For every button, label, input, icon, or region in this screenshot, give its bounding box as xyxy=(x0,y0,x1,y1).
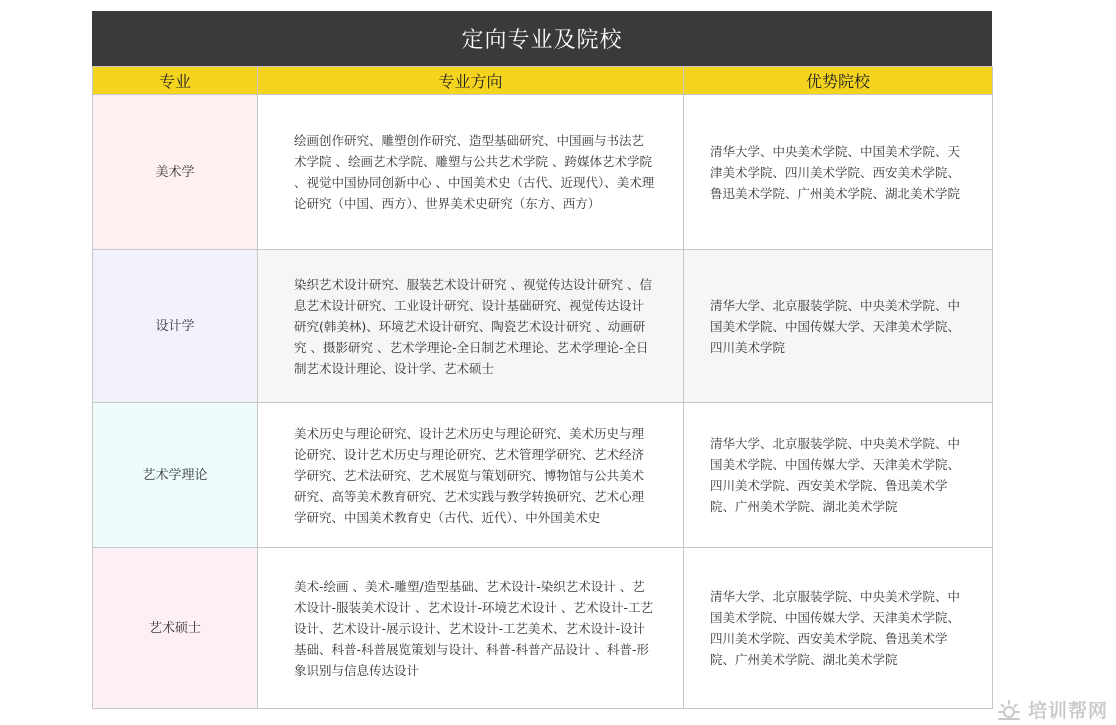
direction-cell: 美术-绘画 、美术-雕塑/造型基础、艺术设计-染织艺术设计 、艺术设计-服装美术设计 、艺术设计-环境艺术设计 、艺术设计-工艺设计、艺术设计-展示设计、艺术设计-工艺美术、艺术设计-设计基础、科普-科普展览策划与设计、科普-科普产品设计 、科普-形象识别与信息传达设计 xyxy=(258,548,684,709)
schools-cell: 清华大学、北京服装学院、中央美术学院、中国美术学院、中国传媒大学、天津美术学院、四川美术学院、西安美术学院、鲁迅美术学院、广州美术学院、湖北美术学院 xyxy=(684,403,993,548)
direction-cell: 绘画创作研究、雕塑创作研究、造型基础研究、中国画与书法艺术学院 、绘画艺术学院、雕塑与公共艺术学院 、跨媒体艺术学院 、视觉中国协同创新中心 、中国美术史（古代、近现代）、美术理论研究（中国、西方）、世界美术史研究（东方、西方） xyxy=(258,95,684,250)
table-row xyxy=(93,403,993,548)
major-cell: 美术学 xyxy=(93,95,258,250)
watermark xyxy=(996,696,1108,723)
header-direction: 专业方向 xyxy=(258,67,684,95)
table-row xyxy=(93,548,993,709)
table-title: 定向专业及院校 xyxy=(92,11,992,66)
table-row xyxy=(93,95,993,250)
sun-logo-icon xyxy=(996,699,1022,721)
program-table xyxy=(92,66,993,709)
table-row xyxy=(93,250,993,403)
direction-cell: 染织艺术设计研究、服装艺术设计研究 、视觉传达设计研究 、信息艺术设计研究、工业设计研究、设计基础研究、视觉传达设计研究(韩美林)、环境艺术设计研究、陶瓷艺术设计研究 、动画研究 、摄影研究 、艺术学理论-全日制艺术理论、艺术学理论-全日制艺术设计理论、设计学、艺术硕士 xyxy=(258,250,684,403)
major-cell: 艺术学理论 xyxy=(93,403,258,548)
header-schools: 优势院校 xyxy=(684,67,993,95)
header-major: 专业 xyxy=(93,67,258,95)
schools-cell: 清华大学、北京服装学院、中央美术学院、中国美术学院、中国传媒大学、天津美术学院、四川美术学院 xyxy=(684,250,993,403)
watermark-text: 培训帮网 xyxy=(1027,700,1108,722)
major-cell: 艺术硕士 xyxy=(93,548,258,709)
schools-cell: 清华大学、中央美术学院、中国美术学院、天津美术学院、四川美术学院、西安美术学院、鲁迅美术学院、广州美术学院、湖北美术学院 xyxy=(684,95,993,250)
schools-cell: 清华大学、北京服装学院、中央美术学院、中国美术学院、中国传媒大学、天津美术学院、四川美术学院、西安美术学院、鲁迅美术学院、广州美术学院、湖北美术学院 xyxy=(684,548,993,709)
header-row xyxy=(93,67,993,95)
direction-cell: 美术历史与理论研究、设计艺术历史与理论研究、美术历史与理论研究、设计艺术历史与理论研究、艺术管理学研究、艺术经济学研究、艺术法研究、艺术展览与策划研究、博物馆与公共美术研究、高等美术教育研究、艺术实践与教学转换研究、艺术心理学研究、中国美术教育史（古代、近代）、中外国美术史 xyxy=(258,403,684,548)
program-table-container xyxy=(92,11,992,709)
major-cell: 设计学 xyxy=(93,250,258,403)
